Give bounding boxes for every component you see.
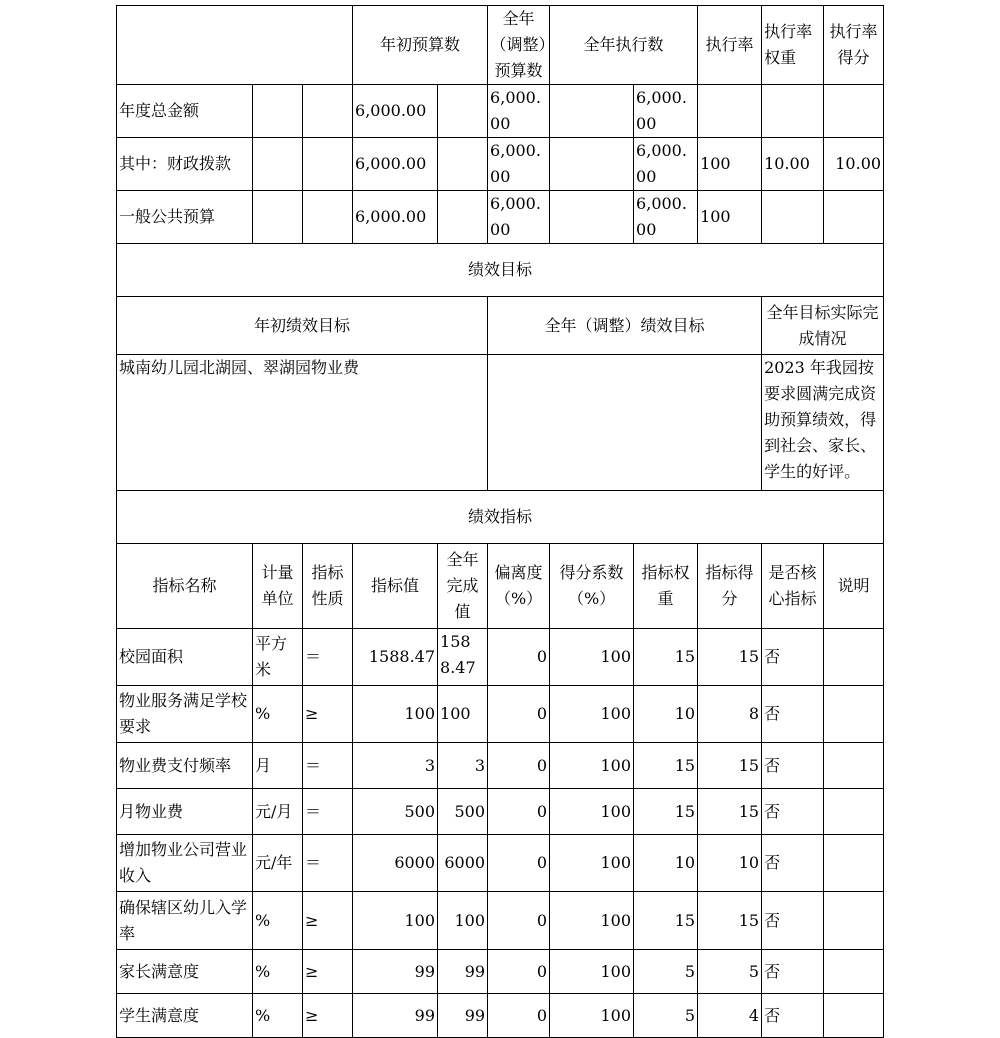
indicator-deviation: 0 <box>488 994 550 1038</box>
indicator-deviation: 0 <box>488 789 550 835</box>
indicator-coef: 100 <box>550 994 634 1038</box>
budget-score-value <box>824 85 884 138</box>
indicator-name: 确保辖区幼儿入学率 <box>117 892 253 950</box>
indicator-target-header: 指标值 <box>353 544 438 629</box>
indicator-name: 物业费支付频率 <box>117 743 253 789</box>
indicator-deviation: 0 <box>488 743 550 789</box>
indicator-note <box>824 789 884 835</box>
indicator-row <box>117 629 884 686</box>
budget-empty-cell <box>438 191 488 244</box>
indicator-score: 15 <box>698 629 762 686</box>
indicator-deviation: 0 <box>488 835 550 892</box>
indicator-weight: 10 <box>634 686 698 743</box>
indicator-target: 1588.47 <box>353 629 438 686</box>
budget-empty-cell <box>303 191 353 244</box>
indicator-unit: 元/月 <box>253 789 303 835</box>
indicator-target: 3 <box>353 743 438 789</box>
budget-rate-value: 100 <box>698 191 762 244</box>
indicator-actual: 100 <box>438 892 488 950</box>
executed-header: 全年执行数 <box>550 6 698 85</box>
initial-goal-header: 年初绩效目标 <box>117 297 488 355</box>
indicator-core: 否 <box>762 789 824 835</box>
indicator-weight-header: 指标权重 <box>634 544 698 629</box>
indicator-deviation: 0 <box>488 686 550 743</box>
budget-adjusted-value: 6,000.00 <box>488 138 550 191</box>
indicator-core: 否 <box>762 950 824 994</box>
indicator-weight: 5 <box>634 994 698 1038</box>
indicator-coef: 100 <box>550 950 634 994</box>
budget-weight-value: 10.00 <box>762 138 824 191</box>
indicator-nature: ＝ <box>303 789 353 835</box>
indicator-weight: 5 <box>634 950 698 994</box>
indicator-unit: % <box>253 686 303 743</box>
indicator-name: 增加物业公司营业收入 <box>117 835 253 892</box>
indicator-row <box>117 892 884 950</box>
exec-weight-header: 执行率权重 <box>762 6 824 85</box>
indicator-deviation: 0 <box>488 629 550 686</box>
budget-header-row <box>117 6 884 85</box>
budget-rate-value <box>698 85 762 138</box>
indicator-score: 10 <box>698 835 762 892</box>
indicator-score: 4 <box>698 994 762 1038</box>
budget-empty-cell <box>253 85 303 138</box>
exec-score-header: 执行率得分 <box>824 6 884 85</box>
indicators-section-title: 绩效指标 <box>117 491 884 544</box>
indicator-core-header: 是否核心指标 <box>762 544 824 629</box>
budget-adjusted-value: 6,000.00 <box>488 85 550 138</box>
adjusted-goal-header: 全年（调整）绩效目标 <box>488 297 762 355</box>
budget-initial-value: 6,000.00 <box>353 191 438 244</box>
indicator-core: 否 <box>762 835 824 892</box>
budget-weight-value <box>762 85 824 138</box>
budget-row <box>117 85 884 138</box>
indicator-coef: 100 <box>550 835 634 892</box>
goals-section-row <box>117 244 884 297</box>
budget-adjusted-value: 6,000.00 <box>488 191 550 244</box>
budget-rate-value: 100 <box>698 138 762 191</box>
budget-row-label: 其中：财政拨款 <box>117 138 253 191</box>
indicator-score: 15 <box>698 743 762 789</box>
actual-goal-text: 2023 年我园按要求圆满完成资助预算绩效，得到社会、家长、学生的好评。 <box>762 355 884 491</box>
indicator-unit: % <box>253 892 303 950</box>
indicator-row <box>117 835 884 892</box>
indicator-name: 校园面积 <box>117 629 253 686</box>
indicator-weight: 15 <box>634 789 698 835</box>
budget-empty-cell <box>253 191 303 244</box>
indicator-unit-header: 计量单位 <box>253 544 303 629</box>
indicator-target: 6000 <box>353 835 438 892</box>
indicator-note <box>824 743 884 789</box>
budget-row-label: 年度总金额 <box>117 85 253 138</box>
indicator-target: 100 <box>353 892 438 950</box>
indicator-row <box>117 686 884 743</box>
budget-executed-value: 6,000.00 <box>634 85 698 138</box>
indicator-actual: 500 <box>438 789 488 835</box>
goals-header-row <box>117 297 884 355</box>
indicator-coef: 100 <box>550 686 634 743</box>
budget-initial-value: 6,000.00 <box>353 138 438 191</box>
indicator-actual-header: 全年完成值 <box>438 544 488 629</box>
indicator-note <box>824 629 884 686</box>
indicator-note-header: 说明 <box>824 544 884 629</box>
indicator-unit: 月 <box>253 743 303 789</box>
budget-row <box>117 191 884 244</box>
indicator-nature: ≥ <box>303 686 353 743</box>
budget-initial-value: 6,000.00 <box>353 85 438 138</box>
exec-rate-header: 执行率 <box>698 6 762 85</box>
indicator-row <box>117 789 884 835</box>
adjusted-budget-header: 全年（调整）预算数 <box>488 6 550 85</box>
budget-empty-cell <box>550 138 634 191</box>
indicator-nature-header: 指标性质 <box>303 544 353 629</box>
indicator-name: 家长满意度 <box>117 950 253 994</box>
budget-empty-cell <box>438 138 488 191</box>
indicator-name: 学生满意度 <box>117 994 253 1038</box>
indicator-name: 月物业费 <box>117 789 253 835</box>
indicator-core: 否 <box>762 686 824 743</box>
adjusted-goal-text <box>488 355 762 491</box>
indicator-unit: 平方米 <box>253 629 303 686</box>
initial-goal-text: 城南幼儿园北湖园、翠湖园物业费 <box>117 355 488 491</box>
indicator-target: 500 <box>353 789 438 835</box>
indicator-score: 15 <box>698 789 762 835</box>
indicator-core: 否 <box>762 743 824 789</box>
budget-empty-cell <box>253 138 303 191</box>
indicator-weight: 15 <box>634 892 698 950</box>
empty-header-cell <box>117 6 353 85</box>
indicator-note <box>824 950 884 994</box>
indicator-coef: 100 <box>550 789 634 835</box>
budget-score-value: 10.00 <box>824 138 884 191</box>
indicator-row <box>117 743 884 789</box>
indicator-nature: ＝ <box>303 835 353 892</box>
indicator-actual: 6000 <box>438 835 488 892</box>
indicator-row <box>117 950 884 994</box>
indicator-deviation-header: 偏离度（%） <box>488 544 550 629</box>
indicator-target: 99 <box>353 950 438 994</box>
budget-weight-value <box>762 191 824 244</box>
indicator-weight: 15 <box>634 743 698 789</box>
indicator-actual: 3 <box>438 743 488 789</box>
indicator-score: 15 <box>698 892 762 950</box>
indicator-nature: ≥ <box>303 892 353 950</box>
indicator-note <box>824 835 884 892</box>
indicator-weight: 15 <box>634 629 698 686</box>
indicator-weight: 10 <box>634 835 698 892</box>
indicator-target: 100 <box>353 686 438 743</box>
indicator-nature: ≥ <box>303 994 353 1038</box>
initial-budget-header: 年初预算数 <box>353 6 488 85</box>
indicator-score: 8 <box>698 686 762 743</box>
budget-empty-cell <box>550 85 634 138</box>
indicator-name: 物业服务满足学校要求 <box>117 686 253 743</box>
indicator-actual: 1588.47 <box>438 629 488 686</box>
indicator-deviation: 0 <box>488 950 550 994</box>
budget-score-value <box>824 191 884 244</box>
indicator-name-header: 指标名称 <box>117 544 253 629</box>
indicator-actual: 99 <box>438 950 488 994</box>
performance-table <box>116 5 884 1038</box>
indicator-actual: 100 <box>438 686 488 743</box>
indicator-score: 5 <box>698 950 762 994</box>
actual-goal-header: 全年目标实际完成情况 <box>762 297 884 355</box>
budget-empty-cell <box>303 138 353 191</box>
indicator-core: 否 <box>762 994 824 1038</box>
indicator-coef: 100 <box>550 743 634 789</box>
indicator-unit: 元/年 <box>253 835 303 892</box>
indicators-header-row <box>117 544 884 629</box>
indicator-deviation: 0 <box>488 892 550 950</box>
indicator-coef-header: 得分系数（%） <box>550 544 634 629</box>
indicator-unit: % <box>253 994 303 1038</box>
budget-empty-cell <box>303 85 353 138</box>
indicator-note <box>824 892 884 950</box>
budget-executed-value: 6,000.00 <box>634 138 698 191</box>
indicator-unit: % <box>253 950 303 994</box>
indicator-core: 否 <box>762 629 824 686</box>
budget-row-label: 一般公共预算 <box>117 191 253 244</box>
indicator-coef: 100 <box>550 892 634 950</box>
budget-row <box>117 138 884 191</box>
indicator-row <box>117 994 884 1038</box>
indicators-section-row <box>117 491 884 544</box>
budget-executed-value: 6,000.00 <box>634 191 698 244</box>
indicator-note <box>824 994 884 1038</box>
indicator-actual: 99 <box>438 994 488 1038</box>
goals-row <box>117 355 884 491</box>
goals-section-title: 绩效目标 <box>117 244 884 297</box>
indicator-nature: ＝ <box>303 629 353 686</box>
indicator-coef: 100 <box>550 629 634 686</box>
indicator-note <box>824 686 884 743</box>
indicator-score-header: 指标得分 <box>698 544 762 629</box>
budget-empty-cell <box>438 85 488 138</box>
indicator-nature: ＝ <box>303 743 353 789</box>
indicator-nature: ≥ <box>303 950 353 994</box>
budget-empty-cell <box>550 191 634 244</box>
indicator-target: 99 <box>353 994 438 1038</box>
indicator-core: 否 <box>762 892 824 950</box>
